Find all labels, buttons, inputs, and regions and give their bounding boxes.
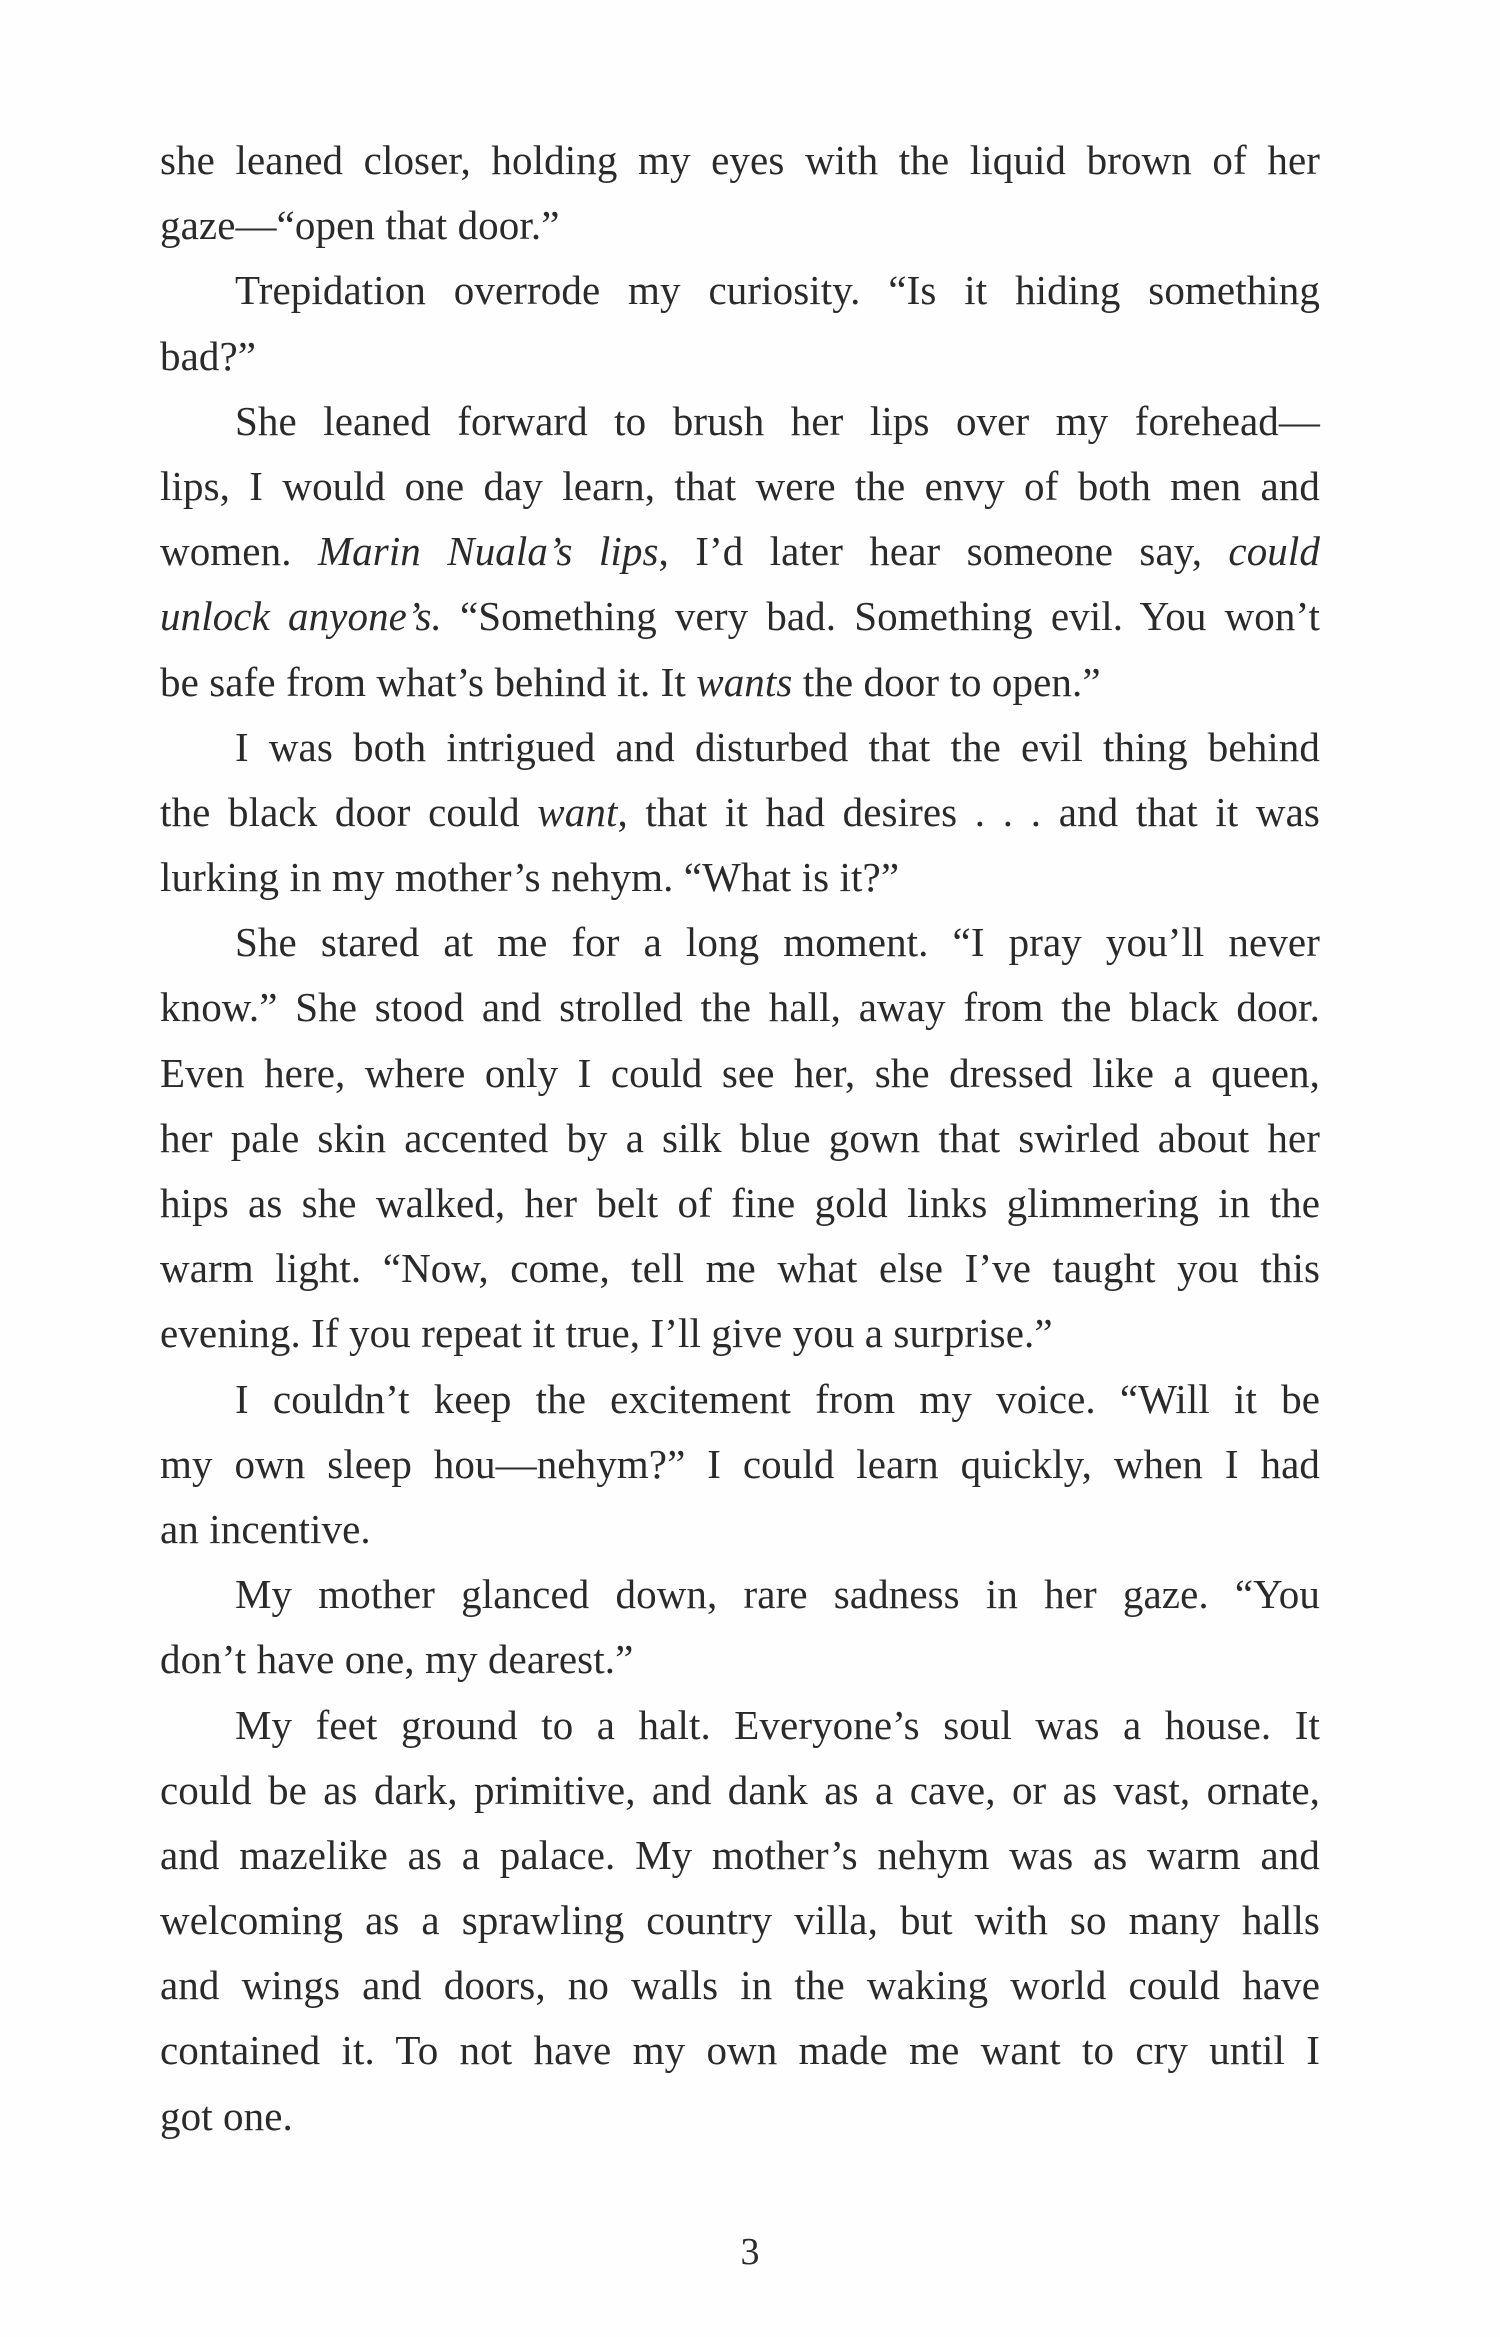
paragraph-first-line: She stared at me for a long moment. “I pray you’ll never <box>235 919 1320 966</box>
line-segment: be safe from what’s behind it. It <box>160 658 697 705</box>
line-segment: , that it had desires . . . and that it was <box>617 788 1320 835</box>
text-line: bad?” <box>160 332 257 379</box>
text-line: contained it. To not have my own made me want to cry until I <box>160 2027 1320 2074</box>
italic-segment: could <box>1228 528 1320 575</box>
text-line: know.” She stood and strolled the hall, away from the black door. <box>160 984 1320 1031</box>
italic-segment: unlock anyone’s. <box>160 593 442 640</box>
body-text <box>160 128 1320 2149</box>
text-line: hips as she walked, her belt of fine gold links glimmering in the <box>160 1180 1320 1226</box>
line-segment: women. <box>160 528 318 575</box>
text-line: she leaned closer, holding my eyes with the liquid brown of her <box>160 137 1320 183</box>
text-line: an incentive. <box>160 1505 371 1552</box>
line-segment: the black door could <box>160 788 538 835</box>
text-line: my own sleep hou—nehym?” I could learn quickly, when I had <box>160 1440 1320 1487</box>
text-line: and mazelike as a palace. My mother’s nehym was as warm and <box>160 1831 1320 1878</box>
text-line: lurking in my mother’s nehym. “What is it?” <box>160 854 900 901</box>
paragraph-first-line: My mother glanced down, rare sadness in her gaze. “You <box>235 1571 1320 1618</box>
text-line: don’t have one, my dearest.” <box>160 1636 634 1683</box>
line-segment: “Something very bad. Something evil. You won’t <box>441 593 1321 640</box>
text-line <box>160 584 1320 649</box>
text-line: could be as dark, primitive, and dank as a cave, or as vast, ornate, <box>160 1766 1320 1813</box>
paragraph-first-line: My feet ground to a halt. Everyone’s soul was a house. It <box>235 1701 1320 1748</box>
page-number: 3 <box>740 2231 760 2273</box>
line-segment: , I’d later hear someone say, <box>658 528 1229 575</box>
text-line: gaze—“open that door.” <box>160 202 560 249</box>
text-line: lips, I would one day learn, that were the envy of both men and <box>160 462 1320 509</box>
text-line: her pale skin accented by a silk blue gown that swirled about her <box>160 1114 1320 1161</box>
text-line <box>160 650 1320 715</box>
line-segment: the door to open.” <box>792 658 1101 705</box>
text-line: got one. <box>160 2092 293 2139</box>
paragraph-first-line: She leaned forward to brush her lips over my forehead— <box>235 397 1320 444</box>
text-line <box>160 780 1320 845</box>
text-line: Even here, where only I could see her, she dressed like a queen, <box>160 1049 1320 1096</box>
text-line <box>160 519 1320 584</box>
italic-segment: want <box>537 788 618 835</box>
paragraph-first-line: I couldn’t keep the excitement from my voice. “Will it be <box>235 1375 1320 1422</box>
text-line: warm light. “Now, come, tell me what else I’ve taught you this <box>160 1245 1320 1292</box>
paragraph-first-line: I was both intrigued and disturbed that the evil thing behind <box>235 723 1320 770</box>
text-line: and wings and doors, no walls in the waking world could have <box>160 1962 1320 2009</box>
italic-segment: wants <box>696 658 793 705</box>
italic-segment: Marin Nuala’s lips <box>317 528 659 575</box>
text-line: welcoming as a sprawling country villa, but with so many halls <box>160 1897 1320 1944</box>
text-line: evening. If you repeat it true, I’ll give you a surprise.” <box>160 1310 1053 1357</box>
paragraph-first-line: Trepidation overrode my curiosity. “Is it hiding something <box>235 267 1320 314</box>
